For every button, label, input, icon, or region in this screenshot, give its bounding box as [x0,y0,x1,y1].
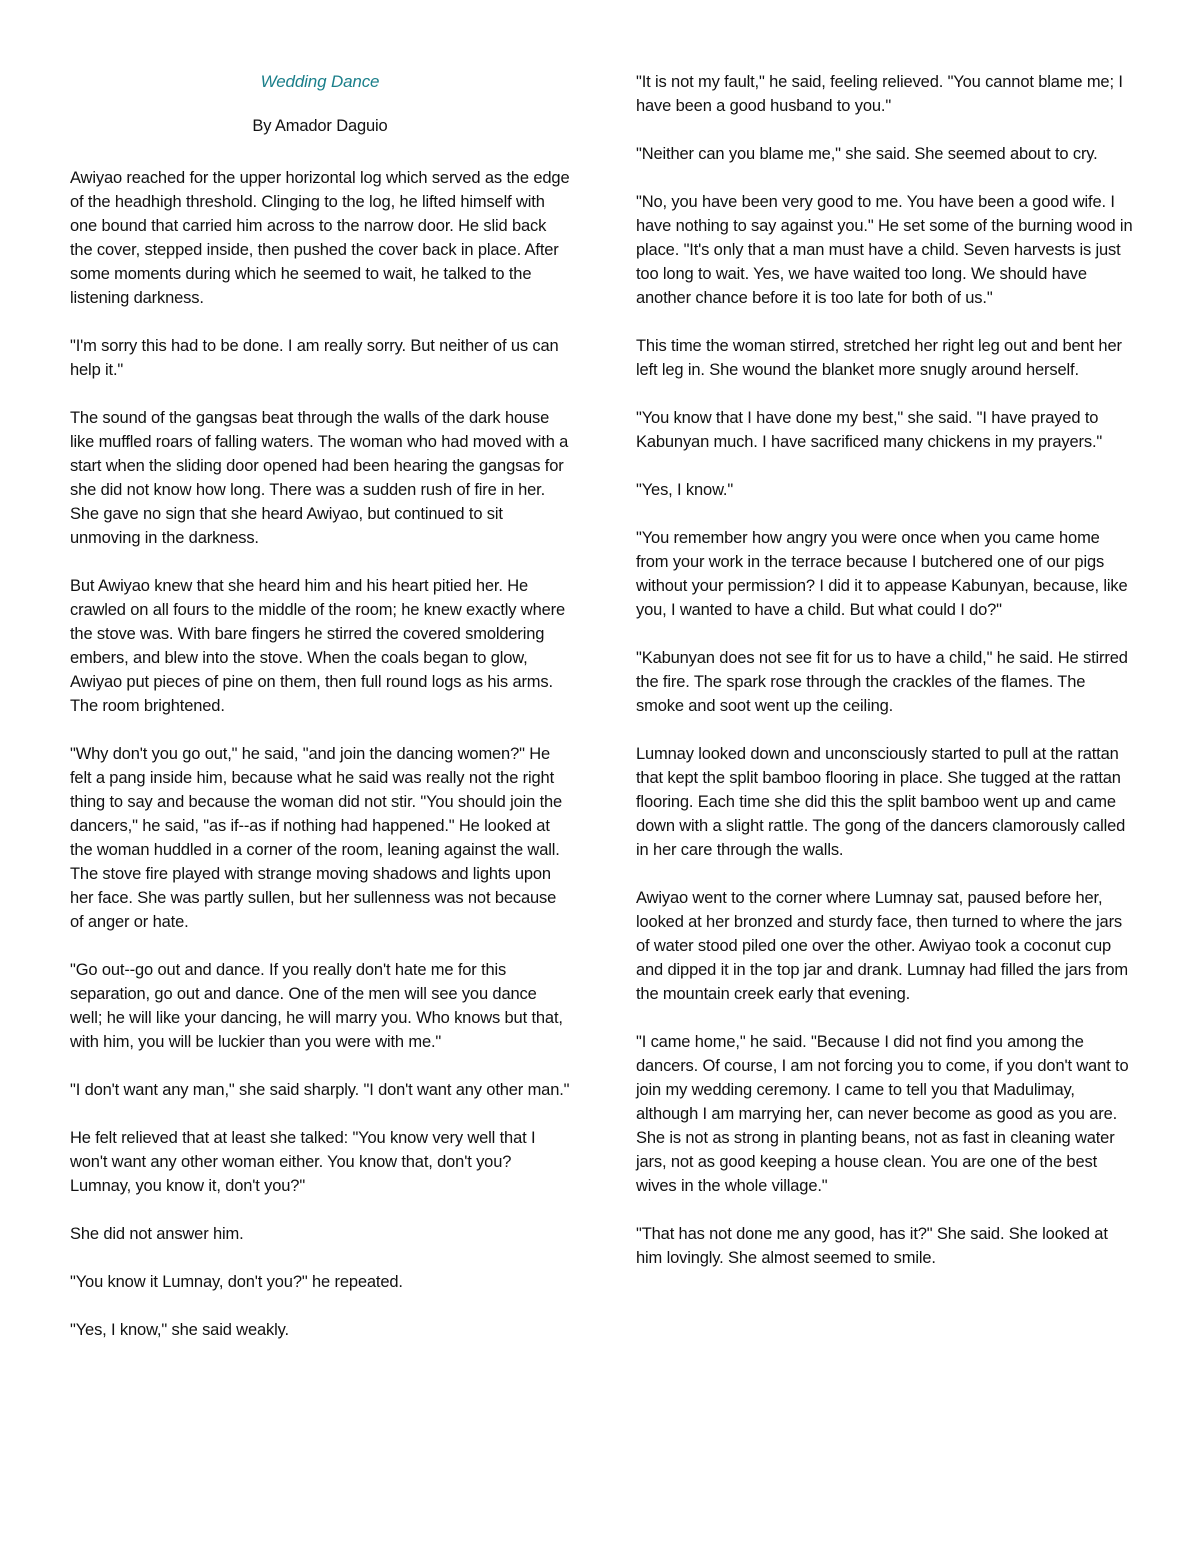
right-column [636,70,1136,1294]
paragraph: "Yes, I know," she said weakly. [70,1321,289,1339]
paragraph: The sound of the gangsas beat through the walls of the dark house like muffled roars of falling waters. The woman who had moved with a start when the sliding door opened had been hearing the gangsas for she did not know how long. There was a sudden rush of fire in her. She gave no sign that she heard Awiyao, but continued to sit unmoving in the darkness. [70,409,569,547]
paragraph: This time the woman stirred, stretched her right leg out and bent her left leg in. She wound the blanket more snugly around herself. [636,337,1122,379]
paragraph: He felt relieved that at least she talked: "You know very well that I won't want any other woman either. You know that, don't you? Lumnay, you know it, don't you?" [70,1129,536,1195]
paragraph: "No, you have been very good to me. You have been a good wife. I have nothing to say against you." He set some of the burning wood in place. "It's only that a man must have a child. Seven harvests is just too long to wait. Yes, we have waited too long. We should have another chance before it is too late for both of us." [636,193,1133,307]
paragraph: Awiyao reached for the upper horizontal log which served as the edge of the headhigh threshold. Clinging to the log, he lifted himself with one bound that carried him across to the narrow door. He slid back the cover, stepped inside, then pushed the cover back in place. After some moments during which he seemed to wait, he talked to the listening darkness. [70,169,570,307]
paragraph: "You know it Lumnay, don't you?" he repeated. [70,1273,403,1291]
paragraph: "Go out--go out and dance. If you really don't hate me for this separation, go out and dance. One of the men will see you dance well; he will like your dancing, he will marry you. Who knows but that, with him, you will be luckier than you were with me." [70,961,563,1051]
document-author: By Amador Daguio [252,117,388,135]
paragraph: "You know that I have done my best," she said. "I have prayed to Kabunyan much. I have sacrificed many chickens in my prayers." [636,409,1103,451]
paragraph: She did not answer him. [70,1225,244,1243]
document-title: Wedding Dance [260,72,380,91]
paragraph: Lumnay looked down and unconsciously started to pull at the rattan that kept the split bamboo flooring in place. She tugged at the rattan flooring. Each time she did this the split bamboo went up and came down with a slight rattle. The gong of the dancers clamorously called in her care through the walls. [636,745,1126,859]
left-column [70,70,570,1366]
paragraph: "I don't want any man," she said sharply. "I don't want any other man." [70,1081,570,1099]
paragraph: "I'm sorry this had to be done. I am really sorry. But neither of us can help it." [70,337,559,379]
paragraph: "It is not my fault," he said, feeling relieved. "You cannot blame me; I have been a good husband to you." [636,73,1123,115]
paragraph: "Kabunyan does not see fit for us to have a child," he said. He stirred the fire. The spark rose through the crackles of the flames. The smoke and soot went up the ceiling. [636,649,1128,715]
paragraph: But Awiyao knew that she heard him and his heart pitied her. He crawled on all fours to the middle of the room; he knew exactly where the stove was. With bare fingers he stirred the covered smoldering embers, and blew into the stove. When the coals began to glow, Awiyao put pieces of pine on them, then full round logs as his arms. The room brightened. [70,577,565,715]
paragraph: "Neither can you blame me," she said. She seemed about to cry. [636,145,1098,163]
paragraph: Awiyao went to the corner where Lumnay sat, paused before her, looked at her bronzed and sturdy face, then turned to where the jars of water stood piled one over the other. Awiyao took a coconut cup and dipped it in the top jar and drank. Lumnay had filled the jars from the mountain creek early that evening. [636,889,1128,1003]
paragraph: "Why don't you go out," he said, "and join the dancing women?" He felt a pang inside him, because what he said was really not the right thing to say and because the woman did not stir. "You should join the dancers," he said, "as if--as if nothing had happened." He looked at the woman huddled in a corner of the room, leaning against the wall. The stove fire played with strange moving shadows and lights upon her face. She was partly sullen, but her sullenness was not because of anger or hate. [70,745,563,931]
paragraph: "You remember how angry you were once when you came home from your work in the terrace because I butchered one of our pigs without your permission? I did it to appease Kabunyan, because, like you, I wanted to have a child. But what could I do?" [636,529,1128,619]
paragraph: "I came home," he said. "Because I did not find you among the dancers. Of course, I am not forcing you to come, if you don't want to join my wedding ceremony. I came to tell you that Madulimay, although I am marrying her, can never become as good as you are. She is not as strong in planting beans, not as fast in cleaning water jars, not as good keeping a house clean. You are one of the best wives in the whole village." [636,1033,1129,1195]
paragraph: "Yes, I know." [636,481,734,499]
paragraph: "That has not done me any good, has it?" She said. She looked at him lovingly. She almost seemed to smile. [636,1225,1108,1267]
